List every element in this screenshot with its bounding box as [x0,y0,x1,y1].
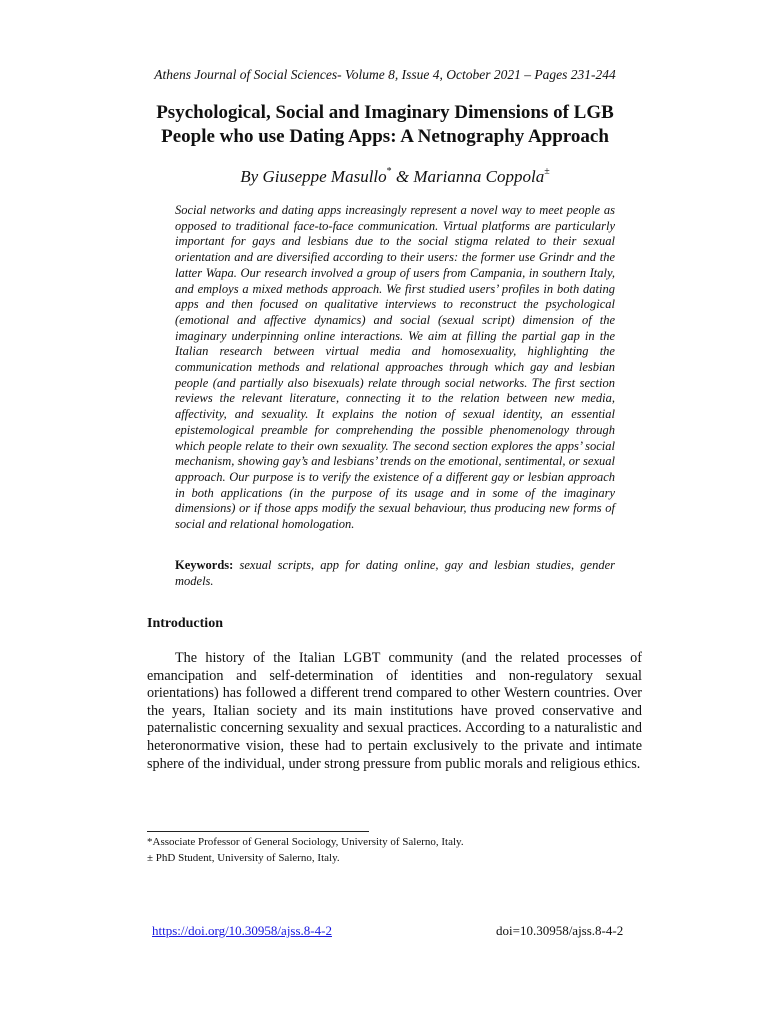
footnote-divider [147,831,369,832]
title-line-1: Psychological, Social and Imaginary Dimensions of LGB [156,102,614,123]
footnote-2: ± PhD Student, University of Salerno, Italy. [147,852,340,864]
footnote-mark-1: * [386,166,392,177]
author-line [0,166,770,187]
introduction-paragraph: The history of the Italian LGBT community (and the related processes of emancipation and self-determination of identities and non-regulatory sexual orientations) has followed a different trend compared to other Western countries. Over the years, Italian society and its main institutions have proved conservative and paternalistic concerning sexuality and sexual practices. According to a naturalistic and heteronormative vision, these had to pertain exclusively to the private and intimate sphere of the individual, under strong pressure from public morals and religious ethics. [147,650,642,772]
doi-link[interactable]: https://doi.org/10.30958/ajss.8-4-2 [152,923,332,938]
keywords [175,557,615,589]
journal-header: Athens Journal of Social Sciences- Volume 8, Issue 4, October 2021 – Pages 231-244 [154,67,616,82]
footnote-mark-2: ± [544,166,550,177]
keywords-text: sexual scripts, app for dating online, gay and lesbian studies, gender models. [175,558,615,588]
paper-title [60,101,710,149]
doi-identifier: doi=10.30958/ajss.8-4-2 [496,923,624,938]
keywords-label: Keywords: [175,558,234,572]
section-heading-introduction: Introduction [147,616,223,631]
abstract: Social networks and dating apps increasingly represent a novel way to meet people as opposed to traditional face-to-face communication. Virtual platforms are particularly important for gays and lesbians due to the social stigma related to their sexual orientation and are diversified according to their users: the former use Grindr and the latter Wapa. Our research involved a group of users from Campania, in southern Italy, and employs a mixed methods approach. We first studied users’ profiles in both dating apps and then focused on qualitative interviews to reconstruct the psychological (emotional and affective dynamics) and social (sexual script) dimension of the imaginary underpinning online interactions. We aim at filling the partial gap in the Italian research between virtual media and homosexuality, highlighting the communication methods and relational approaches through which gay and lesbian people (and partially also bisexuals) relate through social networks. The first section reviews the relevant literature, connecting it to the relation between new media, affectivity, and sexuality. It explains the notion of sexual identity, an essential epistemological preamble for comprehending the possible phenomenology through which people relate to their own sexuality. The second section explores the apps’ social mechanism, showing gay’s and lesbians’ trends on the emotional, sentimental, or sexual approach. Our purpose is to verify the existence of a different gay or lesbian approach in both applications (in the purpose of its usage and in some of the imaginary dimensions) or if those apps modify the sexual behaviour, thus producing new forms of social and relational homologation. [175,203,615,532]
title-line-2: People who use Dating Apps: A Netnography Approach [161,126,609,147]
author-prefix: By Giuseppe Masullo [240,167,387,186]
footnote-1: *Associate Professor of General Sociology, University of Salerno, Italy. [147,836,464,848]
author-middle: & Marianna Coppola [391,167,545,186]
